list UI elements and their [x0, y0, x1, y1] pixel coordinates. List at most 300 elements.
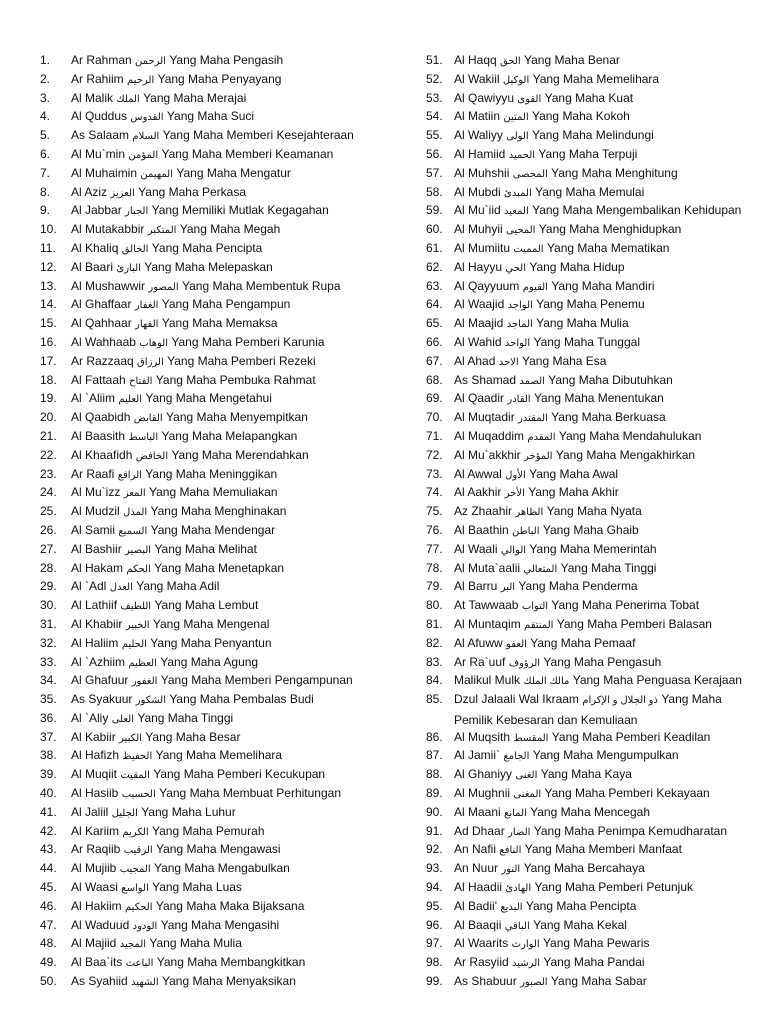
name-entry	[0, 559, 768, 578]
entry-number: 80.	[426, 598, 443, 613]
entry-text	[454, 352, 754, 373]
latin-name: Al Khaliq	[71, 240, 119, 255]
latin-name: Al Muqaddim	[454, 428, 525, 443]
name-entry	[0, 352, 768, 371]
entry-text	[454, 690, 754, 730]
meaning-text: Yang Maha Kekal	[533, 917, 627, 932]
entry-text	[454, 615, 754, 636]
entry-number: 4.	[40, 109, 51, 124]
name-entry	[0, 577, 768, 596]
meaning-text: Yang Maha Memelihara	[532, 71, 660, 86]
name-entry	[0, 916, 768, 935]
entry-number: 60.	[426, 222, 443, 237]
entry-text	[454, 201, 754, 222]
name-entry	[0, 540, 768, 559]
name-entry	[0, 671, 768, 690]
arabic-name: البصير	[125, 544, 152, 556]
entry-text	[454, 502, 754, 523]
arabic-name: العفو	[506, 638, 527, 650]
meaning-text: Yang Maha Pemilik Kebesaran dan Kemuliaan	[454, 692, 722, 727]
arabic-name: الشهيد	[131, 977, 159, 989]
meaning-text: Yang Maha Berkuasa	[551, 410, 666, 425]
arabic-name: الواحد	[504, 337, 531, 349]
latin-name: Al Bashiir	[71, 541, 122, 556]
arabic-name: المعز	[123, 488, 146, 500]
meaning-text: Yang Maha Mengawasi	[156, 842, 281, 857]
entry-text	[454, 277, 754, 298]
arabic-name: الصمد	[519, 375, 545, 387]
entry-number: 64.	[426, 297, 443, 312]
latin-name: Al Majiid	[71, 936, 117, 951]
arabic-name: الصبور	[520, 977, 548, 989]
meaning-text: Yang Maha Mengasihi	[160, 917, 280, 932]
arabic-name: الحكم	[126, 563, 151, 575]
latin-name: Al Ghafuur	[71, 673, 129, 688]
latin-name: Al Mu`iid	[454, 203, 501, 218]
meaning-text: Yang Maha Menyempitkan	[166, 410, 308, 425]
entry-number: 11.	[40, 240, 56, 255]
latin-name: Al Baaqii	[454, 917, 502, 932]
meaning-text: Yang Maha Memerintah	[529, 541, 657, 556]
entry-text	[454, 596, 754, 617]
meaning-text: Yang Maha Melihat	[154, 541, 257, 556]
meaning-text: Yang Maha Membuat Perhitungan	[159, 786, 341, 801]
meaning-text: Yang Maha Kuat	[544, 90, 634, 105]
meaning-text: Yang Maha Pembuka Rahmat	[155, 372, 316, 387]
entry-number: 43.	[40, 842, 57, 857]
latin-name: As Shamad	[454, 372, 517, 387]
latin-name: Al Kariim	[71, 823, 120, 838]
meaning-text: Yang Maha Mengembalikan Kehidupan	[532, 203, 742, 218]
entry-number: 25.	[40, 504, 57, 519]
entry-text	[454, 953, 754, 974]
meaning-text: Yang Maha Bercahaya	[523, 861, 645, 876]
meaning-text: Yang Maha Memulai	[535, 184, 645, 199]
arabic-name: المميت	[513, 243, 544, 255]
entry-text	[454, 371, 754, 392]
meaning-text: Yang Maha Tinggi	[560, 560, 657, 575]
entry-number: 44.	[40, 861, 57, 876]
latin-name: Al Ghaniyy	[454, 767, 513, 782]
meaning-text: Yang Maha Agung	[160, 654, 259, 669]
entry-text	[454, 916, 754, 937]
entry-number: 62.	[426, 259, 443, 274]
name-entry	[0, 277, 768, 296]
latin-name: Al `Azhiim	[71, 654, 126, 669]
arabic-name: الحميد	[508, 149, 536, 161]
latin-name: Al Aakhir	[454, 485, 502, 500]
arabic-name: المتعالي	[523, 563, 558, 575]
arabic-name: المقيت	[120, 770, 150, 782]
entry-number: 50.	[40, 974, 57, 989]
arabic-name: الرحمن	[135, 56, 166, 67]
entry-number: 52.	[426, 71, 443, 86]
entry-number: 99.	[426, 974, 443, 989]
arabic-name: الملك	[116, 93, 140, 105]
latin-name: Al Qahhaar	[71, 316, 132, 331]
arabic-name: الهادئ	[505, 883, 532, 895]
latin-name: Al Maani	[454, 804, 501, 819]
name-entry	[0, 728, 768, 747]
arabic-name: الرقيب	[123, 845, 153, 857]
latin-name: Al Fattaah	[71, 372, 126, 387]
latin-name: Al Baari	[71, 259, 114, 274]
entry-text	[454, 897, 754, 918]
meaning-text: Yang Maha Akhir	[528, 485, 619, 500]
latin-name: Al Ghaffaar	[71, 297, 132, 312]
meaning-text: Yang Maha Mengumpulkan	[532, 748, 679, 763]
name-entry	[0, 803, 768, 822]
meaning-text: Yang Maha Memberi Kesejahteraan	[162, 128, 354, 143]
arabic-name: الحكيم	[125, 901, 153, 913]
arabic-name: الجليل	[111, 807, 138, 819]
arabic-name: السلام	[132, 131, 160, 143]
meaning-text: Yang Maha Mengatur	[176, 165, 291, 180]
names-list-right	[0, 51, 768, 991]
entry-text	[454, 389, 754, 410]
arabic-name: الرافع	[117, 469, 142, 481]
latin-name: Ar Rasyiid	[454, 955, 509, 970]
arabic-name: الرشيد	[512, 958, 541, 970]
latin-name: Al Muhaimin	[71, 165, 138, 180]
latin-name: Al Muntaqim	[454, 616, 521, 631]
meaning-text: Yang Maha Membangkitkan	[156, 955, 306, 970]
arabic-name: الأخر	[504, 488, 525, 500]
meaning-text: Yang Maha Pemberi Petunjuk	[534, 880, 694, 895]
arabic-name: البارئ	[116, 262, 141, 274]
entry-text	[454, 239, 754, 260]
entry-number: 68.	[426, 372, 443, 387]
arabic-name: النافع	[499, 845, 522, 857]
meaning-text: Yang Maha Menghidupkan	[538, 222, 682, 237]
entry-text	[454, 634, 754, 655]
meaning-text: Yang Maha Pewaris	[542, 936, 650, 951]
entry-number: 3.	[40, 90, 51, 105]
arabic-name: المانع	[504, 807, 527, 819]
meaning-text: Yang Maha Kaya	[540, 767, 632, 782]
meaning-text: Yang Maha Mendengar	[150, 522, 276, 537]
entry-number: 58.	[426, 184, 443, 199]
latin-name: Al Muqiit	[71, 767, 118, 782]
arabic-name: الحسيب	[121, 789, 156, 801]
entry-text	[454, 145, 754, 166]
entry-number: 95.	[426, 898, 443, 913]
meaning-text: Yang Maha Lembut	[154, 598, 259, 613]
name-entry	[0, 220, 768, 239]
latin-name: Al Matiin	[454, 109, 501, 124]
entry-number: 18.	[40, 372, 57, 387]
latin-name: Al Mumiitu	[454, 240, 511, 255]
name-entry	[0, 107, 768, 126]
arabic-name: الباعث	[125, 958, 154, 970]
entry-number: 29.	[40, 579, 57, 594]
arabic-name: الغفار	[134, 300, 159, 312]
name-entry	[0, 784, 768, 803]
latin-name: Al Haqq	[454, 53, 497, 67]
meaning-text: Yang Maha Mengakhirkan	[555, 447, 696, 462]
arabic-name: الرحيم	[127, 74, 155, 86]
meaning-text: Yang Maha Merendahkan	[171, 447, 309, 462]
latin-name: Al Baa`its	[71, 955, 123, 970]
arabic-name: المقتدر	[518, 413, 548, 425]
entry-number: 88.	[426, 767, 443, 782]
entry-number: 45.	[40, 880, 57, 895]
latin-name: Al Haliim	[71, 635, 119, 650]
name-entry	[0, 239, 768, 258]
arabic-name: العدل	[109, 582, 133, 594]
meaning-text: Yang Maha Mencegah	[530, 804, 650, 819]
meaning-text: Yang Maha Mulia	[536, 316, 629, 331]
arabic-name: المتين	[503, 112, 529, 124]
meaning-text: Yang Maha Perkasa	[138, 184, 247, 199]
meaning-text: Yang Maha Memelihara	[155, 748, 283, 763]
entry-number: 86.	[426, 729, 443, 744]
entry-number: 55.	[426, 128, 443, 143]
latin-name: Al Wakiil	[454, 71, 500, 86]
arabic-name: الاحد	[498, 356, 519, 368]
latin-name: Ar Raafi	[71, 466, 115, 481]
meaning-text: Yang Maha Nyata	[546, 504, 642, 519]
latin-name: Al Hasiib	[71, 786, 119, 801]
entry-number: 94.	[426, 880, 443, 895]
arabic-name: العظيم	[128, 657, 157, 669]
latin-name: Al Baasith	[71, 428, 126, 443]
meaning-text: Yang Maha Pengasuh	[543, 654, 662, 669]
latin-name: Al Quddus	[71, 109, 128, 124]
arabic-name: المعيد	[504, 206, 529, 218]
meaning-text: Yang Maha Mulia	[149, 936, 242, 951]
arabic-name: الغفور	[131, 676, 158, 688]
latin-name: Al Maajid	[454, 316, 504, 331]
arabic-name: الكريم	[122, 826, 149, 838]
entry-number: 49.	[40, 955, 57, 970]
latin-name: Al Lathiif	[71, 598, 118, 613]
latin-name: Al Mu`akkhir	[454, 447, 521, 462]
latin-name: Al Aziz	[71, 184, 108, 199]
entry-number: 90.	[426, 804, 443, 819]
meaning-text: Yang Maha Memberi Keamanan	[161, 146, 334, 161]
latin-name: Al Mushawwir	[71, 278, 146, 293]
latin-name: Al Baathin	[454, 522, 509, 537]
meaning-text: Yang Maha Pemberi Kecukupan	[153, 767, 326, 782]
name-entry	[0, 934, 768, 953]
arabic-name: المصور	[148, 281, 179, 293]
name-entry	[0, 972, 768, 991]
entry-number: 42.	[40, 823, 57, 838]
latin-name: Az Zhaahir	[454, 504, 513, 519]
name-entry	[0, 897, 768, 916]
name-entry	[0, 145, 768, 164]
arabic-name: المقسط	[513, 732, 549, 744]
arabic-name: الخالق	[121, 243, 149, 255]
latin-name: Al Hakam	[71, 560, 124, 575]
entry-number: 26.	[40, 522, 57, 537]
entry-number: 41.	[40, 804, 57, 819]
entry-text	[454, 220, 754, 241]
arabic-name: القيوم	[522, 281, 548, 293]
arabic-name: النور	[501, 864, 521, 876]
name-entry	[0, 840, 768, 859]
entry-text	[454, 70, 754, 91]
entry-number: 78.	[426, 560, 443, 575]
entry-number: 40.	[40, 786, 57, 801]
arabic-name: الماجد	[506, 319, 533, 331]
latin-name: As Syakuur	[71, 692, 133, 707]
meaning-text: Yang Maha Menghinakan	[150, 504, 287, 519]
entry-number: 10.	[40, 222, 57, 237]
entry-text	[454, 183, 754, 204]
entry-text	[454, 89, 754, 110]
arabic-name: العليم	[118, 394, 142, 406]
entry-text	[454, 427, 754, 448]
latin-name: Al Mudzil	[71, 504, 120, 519]
entry-number: 38.	[40, 748, 57, 763]
entry-text	[454, 540, 754, 561]
latin-name: Al Mubdi	[454, 184, 501, 199]
arabic-name: المؤمن	[128, 149, 159, 161]
latin-name: Al Waliyy	[454, 128, 503, 143]
arabic-name: الرزاق	[137, 356, 164, 368]
meaning-text: Yang Maha Pengasih	[169, 53, 284, 67]
name-entry	[0, 859, 768, 878]
entry-text	[454, 483, 754, 504]
name-entry	[0, 822, 768, 841]
latin-name: As Shabuur	[454, 974, 517, 989]
arabic-name: القوى	[517, 93, 542, 105]
arabic-name: الحفيظ	[122, 751, 153, 763]
latin-name: Al Hafizh	[71, 748, 120, 763]
entry-number: 17.	[40, 353, 57, 368]
latin-name: Al Awwal	[454, 466, 502, 481]
arabic-name: ذو الجلال و الإكرام	[582, 695, 658, 707]
name-entry	[0, 427, 768, 446]
meaning-text: Yang Maha Pemberi Karunia	[171, 334, 325, 349]
arabic-name: الباسط	[128, 431, 159, 443]
entry-number: 74.	[426, 485, 443, 500]
meaning-text: Yang Maha Terpuji	[538, 146, 638, 161]
arabic-name: البديع	[500, 901, 523, 913]
meaning-text: Yang Maha Pemberi Balasan	[556, 616, 712, 631]
meaning-text: Yang Maha Hidup	[529, 259, 625, 274]
entry-number: 7.	[40, 165, 51, 180]
meaning-text: Yang Maha Pemaaf	[530, 635, 636, 650]
entry-number: 21.	[40, 428, 57, 443]
latin-name: Al Khabiir	[71, 616, 123, 631]
entry-number: 57.	[426, 165, 443, 180]
name-entry	[0, 126, 768, 145]
latin-name: Al Muhyii	[454, 222, 503, 237]
name-entry	[0, 295, 768, 314]
entry-number: 73.	[426, 466, 443, 481]
latin-name: Ar Rahman	[71, 53, 132, 67]
arabic-name: الوهاب	[139, 337, 169, 349]
entry-number: 13.	[40, 278, 57, 293]
entry-number: 63.	[426, 278, 443, 293]
entry-number: 85.	[426, 692, 443, 707]
entry-number: 39.	[40, 767, 57, 782]
latin-name: Al Wahhaab	[71, 334, 136, 349]
meaning-text: Yang Maha Tunggal	[533, 334, 640, 349]
entry-number: 96.	[426, 917, 443, 932]
meaning-text: Yang Maha Luas	[152, 880, 242, 895]
meaning-text: Yang Maha Penerima Tobat	[551, 598, 700, 613]
entry-number: 79.	[426, 579, 443, 594]
arabic-name: المحصى	[512, 168, 548, 180]
meaning-text: Yang Maha Adil	[136, 579, 220, 594]
entry-number: 47.	[40, 917, 57, 932]
name-entry	[0, 333, 768, 352]
meaning-text: Yang Maha Esa	[521, 353, 607, 368]
latin-name: Al Muqtadir	[454, 410, 515, 425]
entry-text	[454, 934, 754, 955]
arabic-name: المجيب	[119, 864, 151, 876]
arabic-name: القابض	[133, 413, 163, 425]
meaning-text: Yang Maha Memuliakan	[148, 485, 278, 500]
latin-name: Dzul Jalaali Wal Ikraam	[454, 692, 579, 707]
meaning-text: Yang Maha Mengabulkan	[153, 861, 290, 876]
latin-name: Al Haadii	[454, 880, 503, 895]
entry-number: 54.	[426, 109, 443, 124]
entry-number: 53.	[426, 90, 443, 105]
entry-number: 70.	[426, 410, 443, 425]
entry-text	[454, 784, 754, 805]
entry-text	[454, 295, 754, 316]
latin-name: Al Hamiid	[454, 146, 506, 161]
latin-name: Al Waasi	[71, 880, 118, 895]
latin-name: Malikul Mulk	[454, 673, 521, 688]
latin-name: Al Badii'	[454, 898, 497, 913]
arabic-name: الباطن	[512, 525, 540, 537]
entry-text	[454, 164, 754, 185]
entry-number: 37.	[40, 729, 57, 744]
arabic-name: الوارث	[511, 939, 540, 951]
meaning-text: Yang Maha Penyayang	[157, 71, 282, 86]
name-entry	[0, 408, 768, 427]
name-entry	[0, 183, 768, 202]
entry-text	[454, 859, 754, 880]
meaning-text: Yang Maha Melindungi	[531, 128, 654, 143]
entry-number: 69.	[426, 391, 443, 406]
latin-name: Al Muhshii	[454, 165, 510, 180]
entry-number: 20.	[40, 410, 57, 425]
entry-number: 27.	[40, 541, 57, 556]
latin-name: Al Mughnii	[454, 786, 511, 801]
arabic-name: المهيمن	[140, 168, 174, 180]
meaning-text: Yang Maha Merajai	[143, 90, 247, 105]
name-entry	[0, 765, 768, 784]
name-entry	[0, 953, 768, 972]
arabic-name: الرؤوف	[508, 657, 541, 669]
entry-text	[454, 333, 754, 354]
name-entry	[0, 596, 768, 615]
latin-name: Al Qaadir	[454, 391, 505, 406]
meaning-text: Yang Maha Pandai	[543, 955, 645, 970]
arabic-name: الخبير	[125, 619, 150, 631]
entry-number: 48.	[40, 936, 57, 951]
latin-name: Ad Dhaar	[454, 823, 505, 838]
entry-number: 98.	[426, 955, 443, 970]
entry-text	[454, 521, 754, 542]
arabic-name: القدوس	[130, 112, 164, 124]
arabic-name: العلى	[111, 713, 134, 725]
meaning-text: Yang Maha Megah	[179, 222, 281, 237]
latin-name: Al Qaabidh	[71, 410, 131, 425]
entry-number: 36.	[40, 710, 57, 725]
meaning-text: Yang Maha Penemu	[536, 297, 645, 312]
entry-number: 87.	[426, 748, 443, 763]
arabic-name: الودود	[132, 920, 158, 932]
entry-number: 46.	[40, 898, 57, 913]
